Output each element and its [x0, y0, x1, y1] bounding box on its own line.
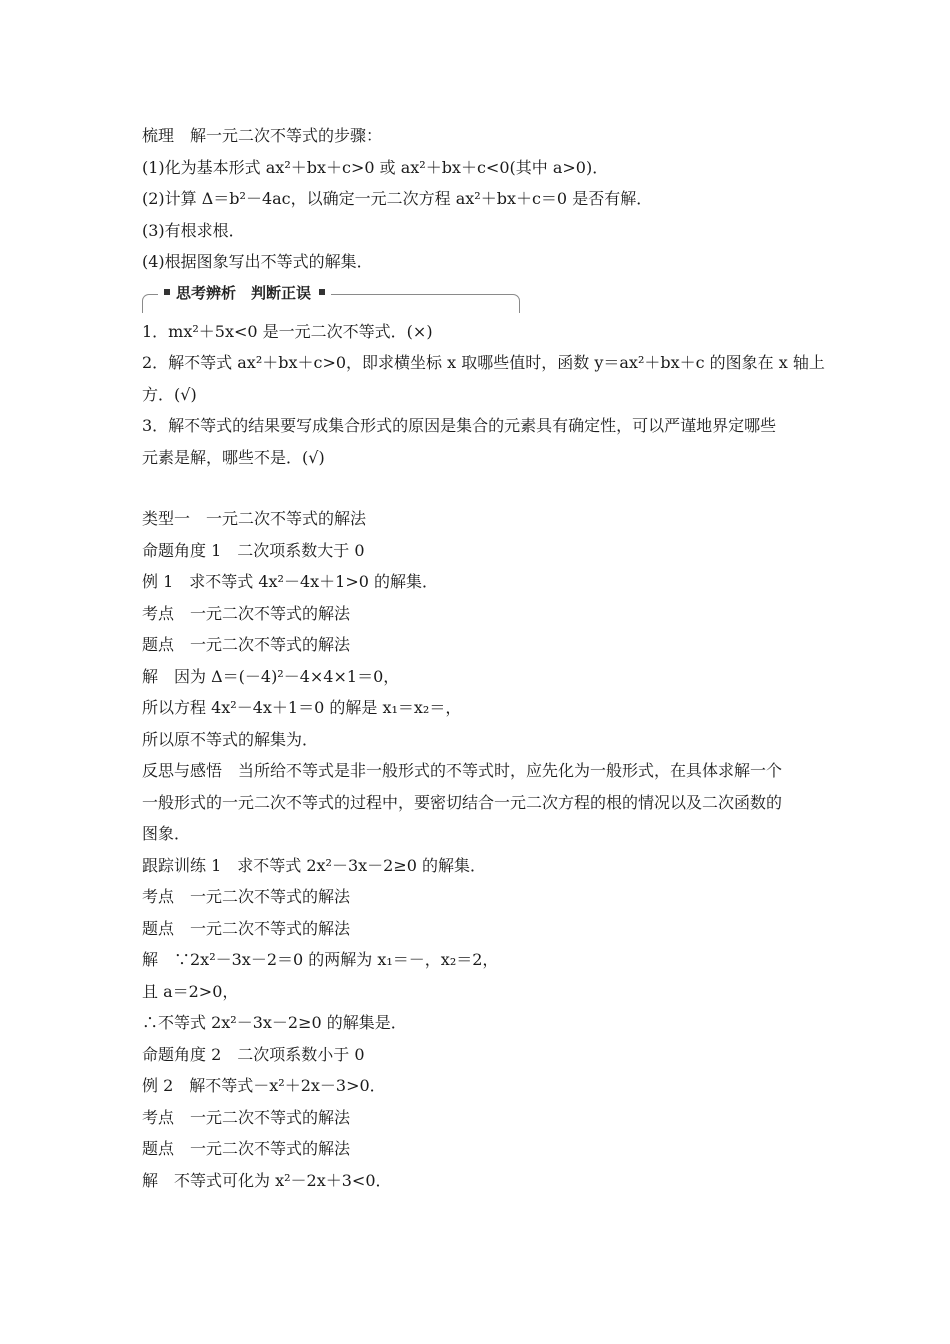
tidian-line: 题点 一元二次不等式的解法	[142, 918, 351, 938]
practice-line: 跟踪训练 1 求不等式 2x²－3x－2≥0 的解集．	[142, 855, 487, 875]
solution-line: 所以原不等式的解集为．	[142, 729, 319, 749]
spacer	[142, 473, 822, 503]
tidian-line: 题点 一元二次不等式的解法	[142, 1139, 351, 1158]
summary-step: (3)有根求根．	[142, 220, 245, 240]
reflection-line: 反思与感悟 当所给不等式是非一般形式的不等式时，应先化为一般形式，在具体求解一个	[142, 761, 783, 780]
section-title	[158, 282, 331, 304]
solution-line: 解 ∵2x²－3x－2＝0 的两解为 x₁＝－，x₂＝2，	[142, 950, 499, 969]
solution-line: 所以方程 4x²－4x＋1＝0 的解是 x₁＝x₂＝，	[142, 698, 462, 717]
judgement-item: 元素是解，哪些不是．(√)	[142, 447, 325, 467]
angle-heading: 命题角度 2 二次项系数小于 0	[142, 1044, 365, 1064]
judgement-item: 方．(√)	[142, 384, 197, 404]
kaodian-line: 考点 一元二次不等式的解法	[142, 887, 351, 906]
example-line: 例 1 求不等式 4x²－4x＋1>0 的解集．	[142, 572, 439, 591]
solution-line: 且 a＝2>0，	[142, 981, 239, 1001]
judgement-item: 1．mx²＋5x<0 是一元二次不等式．(×)	[142, 321, 433, 341]
reflection-line: 一般形式的一元二次不等式的过程中，要密切结合一元二次方程的根的情况以及二次函数的	[142, 792, 783, 812]
type-heading: 类型一 一元二次不等式的解法	[142, 509, 367, 528]
summary-step: (2)计算 Δ＝b²－4ac，以确定一元二次方程 ax²＋bx＋c＝0 是否有解．	[142, 189, 653, 208]
reflection-line: 图象．	[142, 824, 191, 843]
square-bullet-icon	[319, 289, 325, 295]
angle-heading: 命题角度 1 二次项系数大于 0	[142, 540, 365, 560]
think-section-header	[142, 280, 822, 314]
kaodian-line: 考点 一元二次不等式的解法	[142, 603, 351, 623]
judgement-item: 3．解不等式的结果要写成集合形式的原因是集合的元素具有确定性，可以严谨地界定哪些	[142, 416, 777, 435]
body-content	[142, 503, 822, 1196]
kaodian-line: 考点 一元二次不等式的解法	[142, 1107, 351, 1127]
solution-line: 解 因为 Δ＝(－4)²－4×4×1＝0，	[142, 666, 400, 686]
judgement-item: 2．解不等式 ax²＋bx＋c>0，即求横坐标 x 取哪些值时，函数 y＝ax²＋bx＋c 的图象在 x 轴上	[142, 353, 825, 372]
tidian-line: 题点 一元二次不等式的解法	[142, 635, 351, 654]
document-page	[142, 120, 825, 1196]
example-line: 例 2 解不等式－x²＋2x－3>0．	[142, 1076, 386, 1095]
square-bullet-icon	[164, 289, 170, 295]
solution-line: 解 不等式可化为 x²－2x＋3<0．	[142, 1170, 392, 1190]
solution-line: ∴不等式 2x²－3x－2≥0 的解集是．	[142, 1013, 407, 1032]
summary-step: (1)化为基本形式 ax²＋bx＋c>0 或 ax²＋bx＋c<0(其中 a>0)．	[142, 157, 609, 177]
section-title-text: 思考辨析 判断正误	[176, 283, 312, 302]
summary-step: (4)根据图象写出不等式的解集．	[142, 252, 373, 271]
summary-heading: 梳理 解一元二次不等式的步骤：	[142, 126, 383, 145]
